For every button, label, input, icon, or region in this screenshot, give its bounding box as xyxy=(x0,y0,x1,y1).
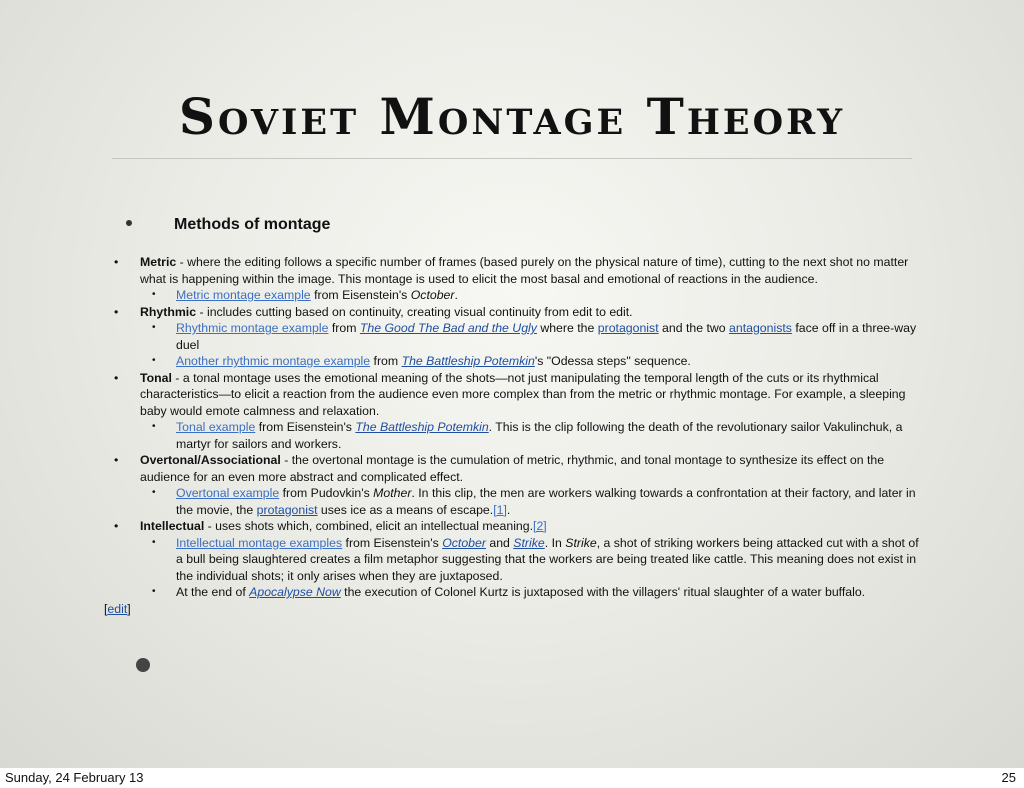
term-tonal: Tonal xyxy=(140,370,172,385)
bullet-icon: • xyxy=(152,289,156,300)
page-number: 25 xyxy=(1001,770,1016,785)
term-rhythmic: Rhythmic xyxy=(140,304,197,319)
description: - the overtonal montage is the cumulation of metric, rhythmic, and tonal montage to synthesize its effect on the audience for an even more abstract and complicated effect. xyxy=(140,453,885,484)
film-link[interactable]: The Battleship Potemkin xyxy=(355,420,489,434)
antagonists-link[interactable]: antagonists xyxy=(729,321,792,335)
bullet-icon: • xyxy=(114,370,119,385)
film-link[interactable]: The Good The Bad and the Ugly xyxy=(359,321,537,335)
metric-example-link[interactable]: Metric montage example xyxy=(176,288,311,302)
section-heading xyxy=(126,216,330,234)
heading-text: Methods of montage xyxy=(174,216,331,233)
film-link[interactable]: Strike xyxy=(513,535,545,550)
sub-text: from xyxy=(328,321,360,335)
film-link[interactable]: Apocalypse Now xyxy=(249,585,341,599)
overtonal-example-link[interactable]: Overtonal example xyxy=(176,486,280,500)
sub-text: face off in a three-way duel xyxy=(176,321,917,352)
rhythmic-example-2-link[interactable]: Another rhythmic montage example xyxy=(176,354,371,368)
term-overtonal: Overtonal/Associational xyxy=(140,453,281,467)
sub-item xyxy=(112,535,922,585)
bullet-icon: • xyxy=(152,487,156,498)
sub-text: where the xyxy=(536,321,598,335)
footer xyxy=(0,768,1024,788)
film-link[interactable]: The Battleship Potemkin xyxy=(401,354,535,368)
sub-text: and xyxy=(485,535,514,550)
edit-link[interactable]: edit xyxy=(107,602,128,616)
bullet-icon: • xyxy=(152,586,156,597)
bullet-icon xyxy=(136,658,150,672)
bullet-icon: • xyxy=(152,536,156,548)
edit-link-wrapper xyxy=(104,602,131,616)
film-title: Strike xyxy=(565,535,597,550)
slide-title: Soviet Montage Theory xyxy=(178,87,846,146)
film-title: October xyxy=(410,288,455,302)
film-title: Mother xyxy=(373,486,412,500)
bullet-icon: • xyxy=(152,355,156,366)
sub-item xyxy=(112,287,922,304)
bracket: [ xyxy=(104,602,108,616)
sub-text: and the two xyxy=(658,321,730,335)
sub-text: from xyxy=(370,354,402,368)
montage-list xyxy=(112,254,922,601)
reference-link[interactable]: [1] xyxy=(493,502,507,517)
protagonist-link[interactable]: protagonist xyxy=(256,502,318,517)
sub-text: . This is the clip following the death of the revolutionary sailor Vakulinchuk, a martyr for sailors and workers. xyxy=(176,420,903,451)
sub-text: . xyxy=(454,288,458,302)
sub-item xyxy=(112,485,922,518)
tonal-example-link[interactable]: Tonal example xyxy=(176,420,256,434)
film-link[interactable]: October xyxy=(442,535,486,550)
description: - includes cutting based on continuity, creating visual continuity from edit to edit. xyxy=(196,304,633,319)
protagonist-link[interactable]: protagonist xyxy=(597,321,659,335)
description: - where the editing follows a specific number of frames (based purely on the physical nature of time), cutting to the next shot no matter what is happening within the image. This montage is used to elicit the most basal and emotional of reactions in the audience. xyxy=(140,255,909,286)
sub-text: At the end of xyxy=(176,585,250,599)
title-divider xyxy=(112,158,912,159)
sub-text: , a shot of striking workers being attacked cut with a shot of a bull being slaughtered creates a film metaphor suggesting that the workers are being treated like cattle. This meaning does not exist in the individual shots; it only arises when they are juxtaposed. xyxy=(176,535,919,583)
sub-text: from Eisenstein's xyxy=(255,420,356,434)
sub-item xyxy=(112,353,922,370)
bullet-icon: • xyxy=(114,304,119,319)
sub-item xyxy=(112,584,922,601)
reference-link[interactable]: [2] xyxy=(533,519,547,533)
term-metric: Metric xyxy=(140,255,177,269)
bracket: ] xyxy=(127,602,131,616)
sub-text: . In xyxy=(544,535,566,550)
description: - a tonal montage uses the emotional meaning of the shots—not just manipulating the temporal length of the cuts or its rhythmical characteristics—to elicit a reaction from the audience even more complex than from the metric or rhythmic montage. For example, a sleeping baby would emote calmness and relaxation. xyxy=(140,370,906,418)
sub-text: 's "Odessa steps" sequence. xyxy=(534,354,691,368)
term-intellectual: Intellectual xyxy=(140,519,205,533)
sub-text: . In this clip, the men are workers walking towards a confrontation at their factory, and later in the movie, the xyxy=(176,486,916,517)
sub-text: uses ice as a means of escape. xyxy=(317,502,494,517)
sub-item xyxy=(112,419,922,452)
description: - uses shots which, combined, elicit an intellectual meaning. xyxy=(204,519,534,533)
sub-text: . xyxy=(506,502,511,517)
bullet-icon: • xyxy=(152,421,156,432)
list-item-metric xyxy=(112,254,922,287)
sub-text: from Pudovkin's xyxy=(279,486,374,500)
list-item-tonal xyxy=(112,370,922,420)
sub-item xyxy=(112,320,922,353)
bullet-icon: • xyxy=(152,322,156,333)
intellectual-example-link[interactable]: Intellectual montage examples xyxy=(176,535,343,550)
bullet-icon: • xyxy=(114,519,119,533)
bullet-icon: • xyxy=(114,453,119,467)
rhythmic-example-link[interactable]: Rhythmic montage example xyxy=(176,321,329,335)
bullet-icon: • xyxy=(114,255,119,269)
list-item-rhythmic xyxy=(112,304,922,321)
list-item-intellectual xyxy=(112,518,922,535)
sub-text: the execution of Colonel Kurtz is juxtaposed with the villagers' ritual slaughter of a water buffalo. xyxy=(340,585,866,599)
footer-date: Sunday, 24 February 13 xyxy=(5,770,144,785)
sub-text: from Eisenstein's xyxy=(310,288,411,302)
list-item-overtonal xyxy=(112,452,922,485)
bullet-icon xyxy=(126,220,132,226)
sub-text: from Eisenstein's xyxy=(342,535,443,550)
